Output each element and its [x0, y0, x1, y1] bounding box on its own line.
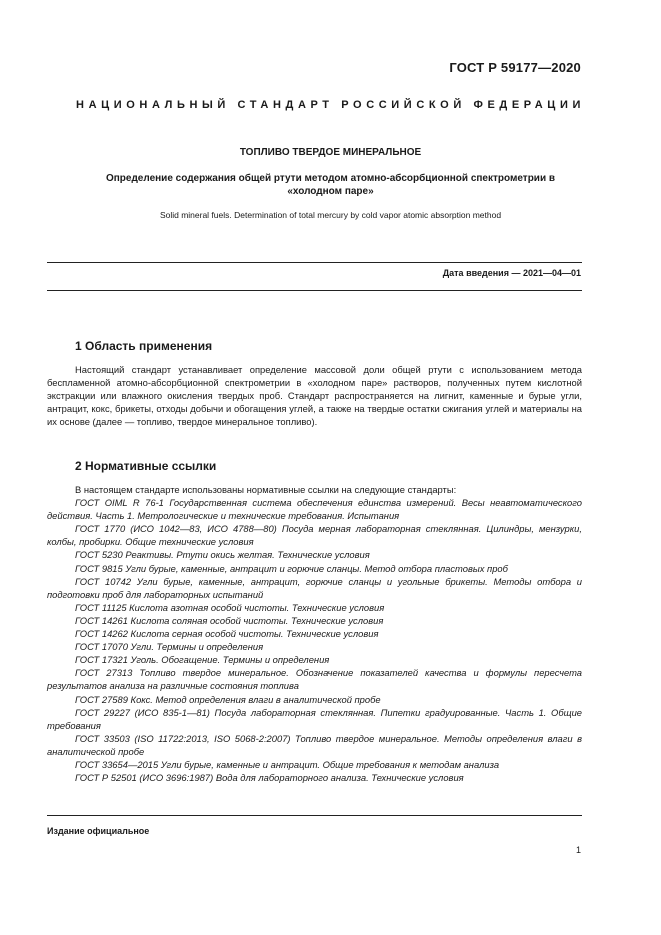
reference-item: ГОСТ 14261 Кислота соляная особой чистоты. Технические условия — [75, 614, 384, 626]
reference-item: ГОСТ 11125 Кислота азотная особой чистоты. Технические условия — [75, 601, 385, 613]
effective-date: Дата введения — 2021—04—01 — [442, 268, 581, 278]
reference-item: ГОСТ 33503 (ISO 11722:2013, ISO 5068-2:2007) Топливо твердое минеральное. Методы определения влаги в аналитической пробе — [47, 732, 582, 757]
reference-item: ГОСТ 27313 Топливо твердое минеральное. Обозначение показателей качества и формулы пересчета результатов анализа на различные состояния топлива — [47, 667, 582, 692]
section-1-paragraph: Настоящий стандарт устанавливает определение массовой доли общей ртути с использованием метода беспламенной атомно-абсорбционной спектрометрии в «холодном паре» растворов, полученных путем кислотной экстракции или влажного окисления твердых проб. Стандарт распространяется на лигнит, каменные и бурые угли, антрацит, кокс, брикеты, отходы добычи и обогащения углей, а также на твердые остатки сжигания углей и материалы на их основе (далее — топливо, твердое минеральное топливо). — [47, 364, 582, 428]
reference-item: ГОСТ OIML R 76-1 Государственная система обеспечения единства измерений. Весы неавтоматического действия. Часть 1. Метрологические и технические требования. Испытания — [47, 497, 582, 522]
page-number: 1 — [575, 845, 581, 855]
normative-references — [47, 483, 582, 784]
reference-item: ГОСТ 17070 Угли. Термины и определения — [75, 641, 264, 653]
reference-item: ГОСТ 9815 Угли бурые, каменные, антрацит и горючие сланцы. Метод отбора пластовых проб — [75, 562, 508, 574]
document-subtitle: Определение содержания общей ртути методом атомно-абсорбционной спектрометрии в «холодном паре» — [105, 173, 556, 197]
official-edition-note: Издание официальное — [47, 826, 150, 836]
section-2-heading: 2 Нормативные ссылки — [75, 459, 217, 473]
divider-footer — [47, 815, 582, 816]
document-number: ГОСТ Р 59177—2020 — [449, 60, 581, 75]
section-1-heading: 1 Область применения — [75, 339, 213, 353]
references-intro: В настоящем стандарте использованы нормативные ссылки на следующие стандарты: — [75, 484, 457, 495]
reference-item: ГОСТ 5230 Реактивы. Ртути окись желтая. Технические условия — [75, 549, 370, 561]
reference-item: ГОСТ 17321 Уголь. Обогащение. Термины и определения — [75, 654, 330, 666]
document-title: ТОПЛИВО ТВЕРДОЕ МИНЕРАЛЬНОЕ — [239, 147, 422, 158]
reference-item: ГОСТ 27589 Кокс. Метод определения влаги в аналитической пробе — [75, 693, 381, 705]
national-standard-heading: НАЦИОНАЛЬНЫЙ СТАНДАРТ РОССИЙСКОЙ ФЕДЕРАЦИИ — [76, 99, 585, 111]
reference-item: ГОСТ 33654—2015 Угли бурые, каменные и антрацит. Общие требования к методам анализа — [75, 758, 500, 770]
divider-top — [47, 262, 582, 263]
reference-item: ГОСТ 10742 Угли бурые, каменные, антрацит, горючие сланцы и угольные брикеты. Методы отбора и подготовки проб для лабораторных испытаний — [47, 575, 582, 600]
document-title-english: Solid mineral fuels. Determination of total mercury by cold vapor atomic absorption method — [159, 210, 502, 220]
reference-item: ГОСТ 1770 (ИСО 1042—83, ИСО 4788—80) Посуда мерная лабораторная стеклянная. Цилиндры, мензурки, колбы, пробирки. Общие технические условия — [47, 523, 582, 548]
reference-item: ГОСТ 14262 Кислота серная особой чистоты. Технические условия — [75, 628, 379, 640]
reference-item: ГОСТ Р 52501 (ИСО 3696:1987) Вода для лабораторного анализа. Технические условия — [75, 772, 464, 784]
reference-item: ГОСТ 29227 (ИСО 835-1—81) Посуда лабораторная стеклянная. Пипетки градуированные. Часть 1. Общие требования — [47, 706, 582, 731]
divider-date — [47, 290, 582, 291]
